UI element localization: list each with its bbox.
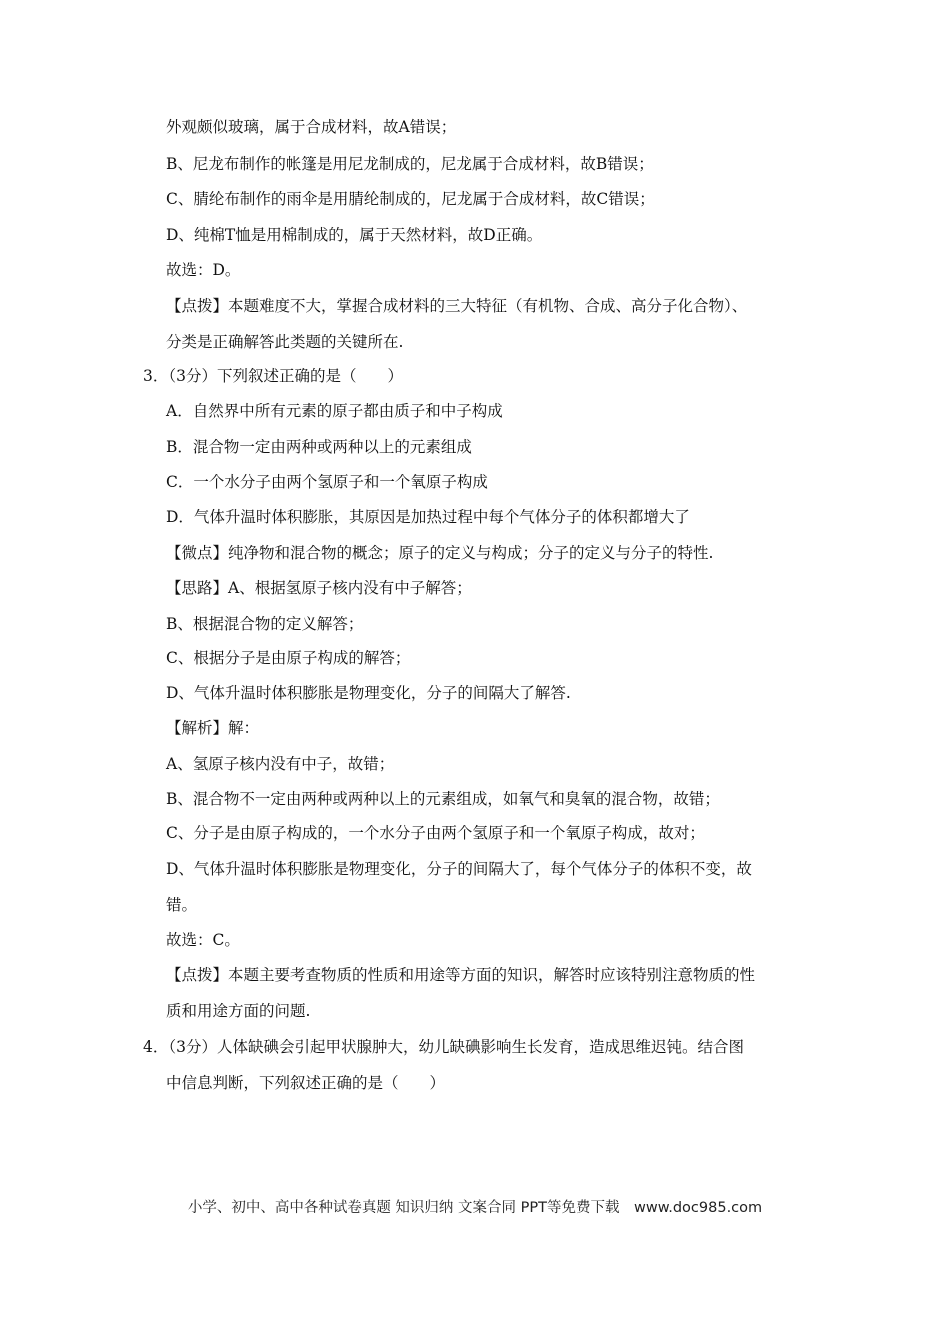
text-line: B、混合物不一定由两种或两种以上的元素组成，如氧气和臭氧的混合物，故错； bbox=[166, 790, 720, 808]
text-line: B、尼龙布制作的帐篷是用尼龙制成的，尼龙属于合成材料，故B错误； bbox=[166, 155, 654, 173]
text-line: 分类是正确解答此类题的关键所在. bbox=[166, 333, 404, 351]
text-line: 故选：C。 bbox=[166, 931, 240, 949]
text-line: 【点拨】本题难度不大，掌握合成材料的三大特征（有机物、合成、高分子化合物）、 bbox=[166, 297, 748, 315]
option-a: A．自然界中所有元素的原子都由质子和中子构成 bbox=[166, 402, 503, 420]
text-line: D、气体升温时体积膨胀是物理变化，分子的间隔大了解答. bbox=[166, 684, 571, 702]
text-line: 【思路】A、根据氢原子核内没有中子解答； bbox=[166, 579, 472, 597]
text-line: A、氢原子核内没有中子，故错； bbox=[166, 755, 395, 773]
text-line: D、气体升温时体积膨胀是物理变化，分子的间隔大了，每个气体分子的体积不变，故 bbox=[166, 860, 752, 878]
question-3-stem: 3．（3分）下列叙述正确的是（ ） bbox=[143, 367, 403, 385]
text-line: 故选：D。 bbox=[166, 261, 241, 279]
text-line: 【点拨】本题主要考查物质的性质和用途等方面的知识，解答时应该特别注意物质的性 bbox=[166, 966, 756, 984]
text-line: 中信息判断，下列叙述正确的是（ ） bbox=[166, 1074, 446, 1092]
text-line: D、纯棉T恤是用棉制成的，属于天然材料，故D正确。 bbox=[166, 226, 543, 244]
text-line: C、分子是由原子构成的，一个水分子由两个氢原子和一个氧原子构成，故对； bbox=[166, 824, 705, 842]
option-b: B．混合物一定由两种或两种以上的元素组成 bbox=[166, 438, 472, 456]
option-c: C．一个水分子由两个氢原子和一个氧原子构成 bbox=[166, 473, 488, 491]
text-line: C、根据分子是由原子构成的解答； bbox=[166, 649, 411, 667]
text-line: 错。 bbox=[166, 896, 198, 914]
question-4-stem: 4．（3分）人体缺碘会引起甲状腺肿大，幼儿缺碘影响生长发育，造成思维迟钝。结合图 bbox=[143, 1038, 744, 1056]
page-footer: 小学、初中、高中各种试卷真题 知识归纳 文案合同 PPT等免费下载 www.doc985.com bbox=[187, 1200, 763, 1216]
text-line: 外观颇似玻璃，属于合成材料，故A错误； bbox=[166, 118, 457, 136]
option-d: D．气体升温时体积膨胀，其原因是加热过程中每个气体分子的体积都增大了 bbox=[166, 508, 690, 526]
text-line: C、腈纶布制作的雨伞是用腈纶制成的，尼龙属于合成材料，故C错误； bbox=[166, 190, 655, 208]
text-line: 质和用途方面的问题. bbox=[166, 1002, 311, 1020]
text-line: 【解析】解： bbox=[166, 719, 260, 737]
text-line: 【微点】纯净物和混合物的概念；原子的定义与构成；分子的定义与分子的特性. bbox=[166, 544, 714, 562]
text-line: B、根据混合物的定义解答； bbox=[166, 615, 364, 633]
